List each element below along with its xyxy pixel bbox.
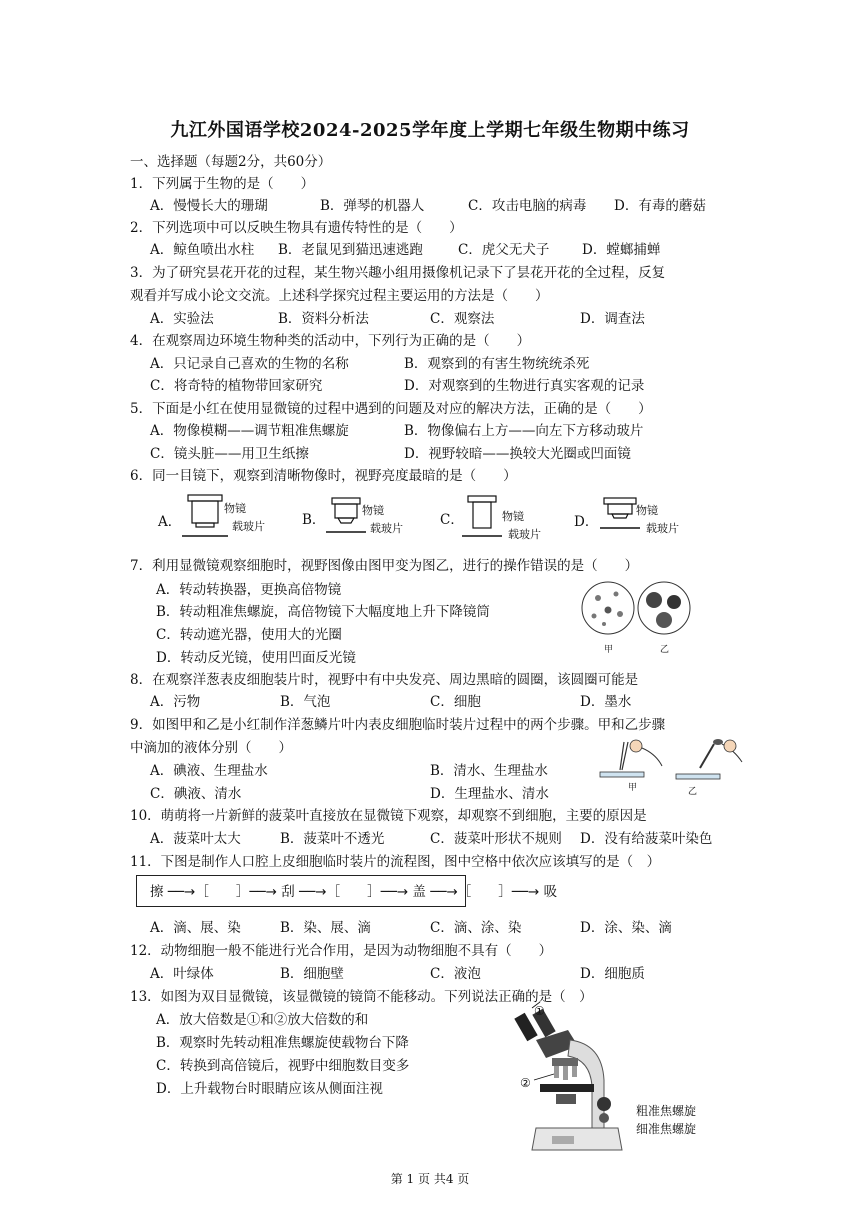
q4-stem: 4．在观察周边环境生物种类的活动中，下列行为正确的是（ ） [130,333,531,349]
q13-label-2: ② [520,1076,531,1090]
q1-option-a: A．慢慢长大的珊瑚 [150,198,268,214]
q7-label-jia: 甲 [604,645,614,655]
q12-option-b: B．细胞壁 [280,966,344,982]
q3-option-b: B．资料分析法 [278,311,369,327]
q6-objective-label-a: 物镜 [224,502,246,515]
q4-option-d: D．对观察到的生物进行真实客观的记录 [404,378,645,394]
q10-option-d: D．没有给菠菜叶染色 [580,831,713,847]
q11-flowchart: 擦 ──→［ ］──→ 刮 ──→［ ］──→ 盖 ──→［ ］──→ 吸 [150,884,558,900]
q9-option-a: A．碘液、生理盐水 [150,763,268,779]
q6-slide-label-a: 载玻片 [232,520,265,533]
q6-slide-label-d: 载玻片 [646,522,679,535]
q6-stem: 6．同一目镜下，观察到清晰物像时，视野亮度最暗的是（ ） [130,468,517,484]
q13-option-a: A．放大倍数是①和②放大倍数的和 [156,1012,369,1028]
q11-option-b: B．染、展、滴 [280,920,371,936]
q3-option-a: A．实验法 [150,311,214,327]
q1-option-c: C．攻击电脑的病毒 [468,198,587,214]
q10-option-c: C．菠菜叶形状不规则 [430,831,562,847]
dropper-steps-figure [596,736,746,788]
q9-option-d: D．生理盐水、清水 [430,786,549,802]
page-footer: 第 1 页 共4 页 [390,1172,470,1186]
q10-stem: 10．萌萌将一片新鲜的菠菜叶直接放在显微镜下观察，却观察不到细胞，主要的原因是 [130,808,647,824]
q13-option-d: D．上升载物台时眼睛应该从侧面注视 [156,1081,383,1097]
q6-option-c: C． [440,512,464,528]
q12-option-a: A．叶绿体 [150,966,214,982]
q11-option-c: C．滴、涂、染 [430,920,522,936]
q10-option-a: A．菠菜叶太大 [150,831,241,847]
q13-coarse-knob-label: 粗准焦螺旋 [636,1104,697,1118]
q13-fine-knob-label: 细准焦螺旋 [636,1122,697,1136]
q9-option-c: C．碘液、清水 [150,786,242,802]
q11-option-a: A．滴、展、染 [150,920,241,936]
q9-label-jia: 甲 [628,783,638,793]
q7-stem: 7．利用显微镜观察细胞时，视野图像由图甲变为图乙，进行的操作错误的是（ ） [130,558,639,574]
q8-option-c: C．细胞 [430,694,481,710]
objective-lens-figure-d [600,496,640,532]
q12-option-d: D．细胞质 [580,966,645,982]
q8-stem: 8．在观察洋葱表皮细胞装片时，视野中有中央发亮、周边黑暗的圆圈，该圆圈可能是 [130,672,639,688]
q11-stem: 11．下图是制作人口腔上皮细胞临时装片的流程图，图中空格中依次应该填写的是（ ） [130,854,661,870]
q2-option-a: A．鲸鱼喷出水柱 [150,242,255,258]
q12-stem: 12．动物细胞一般不能进行光合作用，是因为动物细胞不具有（ ） [130,943,553,959]
q1-option-b: B．弹琴的机器人 [320,198,425,214]
q2-stem: 2．下列选项中可以反映生物具有遗传特性的是（ ） [130,220,463,236]
q9-label-yi: 乙 [688,787,698,797]
q9-stem-line1: 9．如图甲和乙是小红制作洋葱鳞片叶内表皮细胞临时装片过程中的两个步骤。甲和乙步骤 [130,717,666,733]
page-title: 九江外国语学校2024-2025学年度上学期七年级生物期中练习 [170,120,690,141]
q5-option-b: B．物像偏右上方——向左下方移动玻片 [404,423,644,439]
q4-option-a: A．只记录自己喜欢的生物的名称 [150,356,349,372]
q3-option-c: C．观察法 [430,311,495,327]
q1-stem: 1．下列属于生物的是（ ） [130,176,315,192]
q2-option-d: D．螳螂捕蝉 [582,242,661,258]
q3-stem-line1: 3．为了研究昙花开花的过程，某生物兴趣小组用摄像机记录下了昙花开花的全过程，反复 [130,265,666,281]
q6-slide-label-c: 载玻片 [508,528,541,541]
q13-stem: 13．如图为双目显微镜，该显微镜的镜筒不能移动。下列说法正确的是（ ） [130,989,593,1005]
q3-stem-line2: 观看并写成小论文交流。上述科学探究过程主要运用的方法是（ ） [130,288,549,304]
q13-label-1: ① [534,1004,545,1018]
q6-objective-label-b: 物镜 [362,504,384,517]
q7-option-a: A．转动转换器，更换高倍物镜 [156,582,342,598]
q6-slide-label-b: 载玻片 [370,522,403,535]
q6-option-a: A． [158,514,182,530]
q5-option-d: D．视野较暗——换较大光圈或凹面镜 [404,446,631,462]
q7-option-d: D．转动反光镜，使用凹面反光镜 [156,650,356,666]
q2-option-c: C．虎父无犬子 [458,242,550,258]
q13-option-b: B．观察时先转动粗准焦螺旋使载物台下降 [156,1035,409,1051]
q6-objective-label-c: 物镜 [502,510,524,523]
q6-option-d: D． [574,514,599,530]
q13-option-c: C．转换到高倍镜后，视野中细胞数目变多 [156,1058,410,1074]
q4-option-b: B．观察到的有害生物统统杀死 [404,356,590,372]
q5-option-c: C．镜头脏——用卫生纸擦 [150,446,309,462]
q9-option-b: B．清水、生理盐水 [430,763,548,779]
q7-option-b: B．转动粗准焦螺旋，高倍物镜下大幅度地上升下降镜筒 [156,604,490,620]
q9-stem-line2: 中滴加的液体分别（ ） [130,740,292,756]
section-heading: 一、选择题（每题2分，共60分） [130,154,332,170]
objective-lens-figure-a [182,492,228,538]
q12-option-c: C．液泡 [430,966,481,982]
q7-option-c: C．转动遮光器，使用大的光圈 [156,627,342,643]
q7-label-yi: 乙 [660,645,670,655]
q1-option-d: D．有毒的蘑菇 [614,198,706,214]
q2-option-b: B．老鼠见到猫迅速逃跑 [278,242,423,258]
q8-option-d: D．墨水 [580,694,632,710]
q5-stem: 5．下面是小红在使用显微镜的过程中遇到的问题及对应的解决方法，正确的是（ ） [130,401,652,417]
q4-option-c: C．将奇特的植物带回家研究 [150,378,323,394]
q8-option-b: B．气泡 [280,694,331,710]
q6-objective-label-d: 物镜 [636,504,658,517]
q10-option-b: B．菠菜叶不透光 [280,831,385,847]
q3-option-d: D．调查法 [580,311,645,327]
q6-option-b: B． [302,512,326,528]
objective-lens-figure-c [462,494,502,540]
q8-option-a: A．污物 [150,694,201,710]
q11-option-d: D．涂、染、滴 [580,920,672,936]
microscope-field-figure [578,580,698,640]
objective-lens-figure-b [326,496,366,536]
q5-option-a: A．物像模糊——调节粗准焦螺旋 [150,423,349,439]
